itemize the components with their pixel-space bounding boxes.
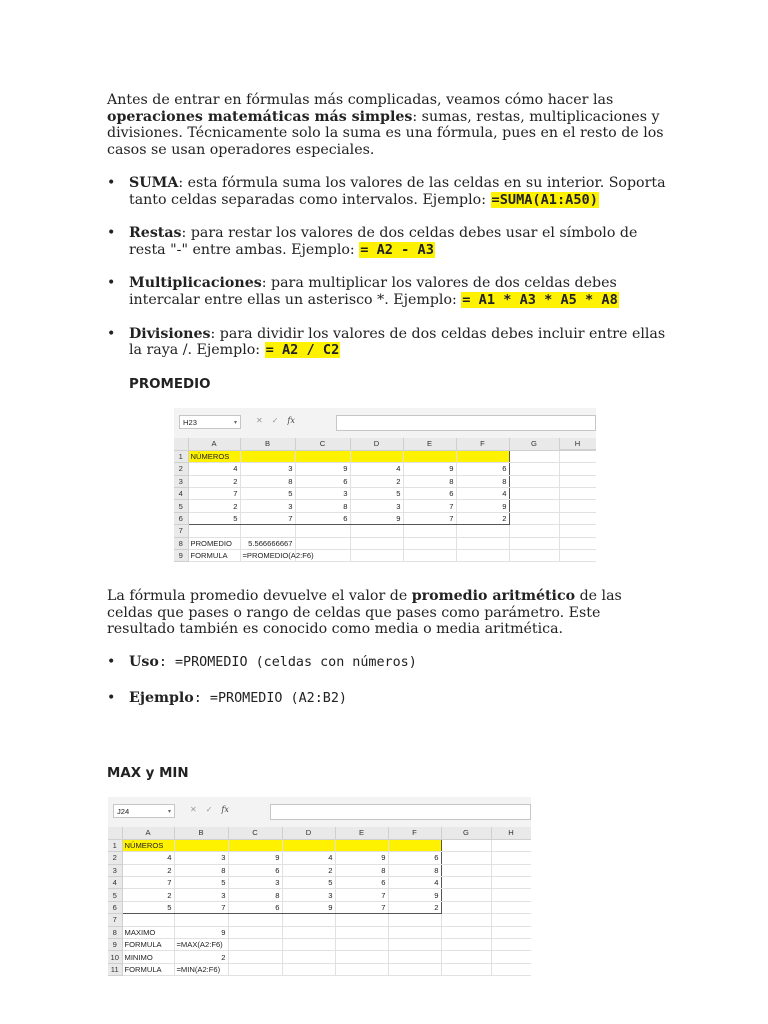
row-header[interactable]: 10	[108, 951, 122, 963]
cell[interactable]: MINIMO	[122, 951, 174, 963]
chevron-down-icon: ▾	[167, 809, 171, 815]
cell[interactable]	[559, 463, 596, 475]
cell[interactable]	[509, 450, 559, 462]
column-header-row	[174, 438, 596, 450]
cell[interactable]: =MIN(A2:F6)	[174, 963, 228, 975]
cell[interactable]	[559, 450, 596, 462]
cell[interactable]	[403, 450, 456, 462]
cell[interactable]	[403, 550, 456, 562]
cell[interactable]	[122, 914, 174, 926]
cell[interactable]: 9	[282, 901, 335, 913]
select-all-corner[interactable]	[108, 827, 122, 839]
cell[interactable]	[441, 889, 491, 901]
cell[interactable]: 8	[456, 475, 509, 487]
cell[interactable]	[282, 839, 335, 851]
cell[interactable]	[335, 963, 388, 975]
cell[interactable]: 3	[240, 463, 295, 475]
cell[interactable]: 5	[240, 488, 295, 500]
cell[interactable]	[456, 550, 509, 562]
column-header-c[interactable]: C	[295, 438, 350, 450]
row-header[interactable]: 9	[108, 939, 122, 951]
cell[interactable]	[559, 537, 596, 549]
cancel-icon[interactable]: ✕	[190, 805, 206, 814]
cell[interactable]	[441, 939, 491, 951]
cell[interactable]	[491, 877, 531, 889]
cell[interactable]	[335, 951, 388, 963]
cell[interactable]: 4	[456, 488, 509, 500]
cell[interactable]	[509, 550, 559, 562]
sheet-row	[108, 963, 531, 975]
cell[interactable]: 3	[295, 488, 350, 500]
sheet-row	[174, 463, 596, 475]
list-item-multiplicaciones	[107, 275, 667, 308]
cell[interactable]: 8	[335, 864, 388, 876]
uso-label: Uso	[129, 654, 159, 670]
cell[interactable]	[403, 525, 456, 537]
cell[interactable]	[228, 914, 282, 926]
cell[interactable]	[350, 537, 403, 549]
list-item-divisiones	[107, 326, 667, 359]
cell[interactable]: 2	[388, 901, 441, 913]
cell[interactable]	[491, 889, 531, 901]
sheet-row	[108, 951, 531, 963]
column-header-h[interactable]: H	[559, 438, 596, 450]
row-header[interactable]: 2	[174, 463, 188, 475]
formula-input[interactable]	[270, 804, 531, 820]
operations-list	[107, 175, 667, 359]
sheet-row	[108, 839, 531, 851]
ejemplo-value: : =PROMEDIO (A2:B2)	[193, 690, 347, 706]
maxmin-spreadsheet	[108, 797, 531, 991]
promedio-text-1: La fórmula promedio devuelve el valor de	[107, 588, 412, 604]
cell[interactable]: 9	[295, 463, 350, 475]
fx-icon[interactable]: fx	[221, 805, 229, 814]
cell[interactable]	[350, 550, 403, 562]
cell[interactable]: 9	[228, 852, 282, 864]
desc: : para dividir los valores de dos celdas debes incluir entre ellas la raya /. Ejemplo:	[129, 325, 666, 359]
row-header[interactable]: 6	[108, 901, 122, 913]
cell[interactable]: 2	[282, 864, 335, 876]
sheet-grid	[108, 827, 531, 976]
cell[interactable]: 2	[350, 475, 403, 487]
formula-input[interactable]	[336, 415, 596, 431]
term: Divisiones	[129, 325, 211, 342]
cell[interactable]: FORMULA	[188, 550, 240, 562]
cell[interactable]: 6	[388, 852, 441, 864]
promedio-text-2: de las celdas que pases o rango de celdas que pases como parámetro. Este resultado también es conocido como media o media aritmética.	[107, 588, 622, 638]
cell[interactable]	[295, 525, 350, 537]
column-header-a[interactable]: A	[122, 827, 174, 839]
cell[interactable]	[240, 450, 295, 462]
code-example: = A2 / C2	[265, 342, 340, 359]
cell[interactable]	[228, 839, 282, 851]
cell[interactable]: 7	[335, 889, 388, 901]
column-header-f[interactable]: F	[388, 827, 441, 839]
cell[interactable]: 7	[174, 901, 228, 913]
cell[interactable]: 2	[188, 500, 240, 512]
cell[interactable]: 2	[174, 951, 228, 963]
cell[interactable]: 7	[403, 512, 456, 524]
cell[interactable]: 6	[228, 901, 282, 913]
row-header[interactable]: 1	[174, 450, 188, 462]
cell[interactable]: 7	[335, 901, 388, 913]
cell[interactable]	[509, 500, 559, 512]
cell[interactable]	[509, 512, 559, 524]
cell[interactable]	[456, 525, 509, 537]
desc: : esta fórmula suma los valores de las celdas en su interior. Soporta tanto celdas separadas como intervalos. Ejemplo:	[129, 175, 666, 208]
list-item-uso	[107, 654, 667, 672]
cell[interactable]	[441, 951, 491, 963]
cell[interactable]	[295, 450, 350, 462]
column-header-h[interactable]: H	[491, 827, 531, 839]
cell[interactable]: 5	[174, 877, 228, 889]
formula-buttons	[256, 416, 295, 430]
sheet-row	[174, 450, 596, 462]
sheet-row	[108, 914, 531, 926]
cell[interactable]: 3	[174, 852, 228, 864]
cell[interactable]	[456, 450, 509, 462]
cell[interactable]: 9	[174, 926, 228, 938]
list-item-suma	[107, 175, 667, 208]
cell[interactable]	[388, 963, 441, 975]
cell[interactable]	[388, 939, 441, 951]
cell[interactable]: 5	[122, 901, 174, 913]
cell[interactable]: 8	[240, 475, 295, 487]
sheet-grid	[174, 438, 596, 562]
maxmin-heading: MAX y MIN	[107, 766, 189, 781]
term: Restas	[129, 225, 182, 242]
cell[interactable]: 6	[456, 463, 509, 475]
cell[interactable]	[388, 839, 441, 851]
cell[interactable]: 8	[228, 889, 282, 901]
sheet-row	[174, 488, 596, 500]
cell[interactable]	[509, 525, 559, 537]
cell[interactable]: 3	[240, 500, 295, 512]
cell[interactable]: =MAX(A2:F6)	[174, 939, 228, 951]
cell[interactable]: 6	[295, 512, 350, 524]
sheet-row	[174, 475, 596, 487]
cell[interactable]	[240, 525, 295, 537]
cell[interactable]: 9	[456, 500, 509, 512]
select-all-corner[interactable]	[174, 438, 188, 450]
cell[interactable]	[509, 463, 559, 475]
row-header[interactable]: 7	[174, 525, 188, 537]
sheet-row	[174, 512, 596, 524]
cell[interactable]: 7	[240, 512, 295, 524]
row-header[interactable]: 3	[174, 475, 188, 487]
cell[interactable]: 4	[282, 852, 335, 864]
cell[interactable]	[559, 512, 596, 524]
cell[interactable]	[388, 951, 441, 963]
cell[interactable]: 2	[188, 475, 240, 487]
sheet-row	[108, 926, 531, 938]
cell[interactable]: 9	[403, 463, 456, 475]
cell[interactable]: 6	[295, 475, 350, 487]
name-box[interactable]	[179, 415, 241, 429]
row-header[interactable]: 5	[174, 500, 188, 512]
sheet-row	[108, 877, 531, 889]
cell[interactable]	[491, 963, 531, 975]
column-header-c[interactable]: C	[228, 827, 282, 839]
desc: : para multiplicar los valores de dos celdas debes intercalar entre ellas un asterisco *. Ejemplo:	[129, 275, 617, 308]
row-header[interactable]: 8	[174, 537, 188, 549]
list-item-restas	[107, 225, 667, 258]
cell[interactable]	[228, 951, 282, 963]
cell[interactable]	[228, 963, 282, 975]
list-item-ejemplo	[107, 690, 667, 708]
term: Multiplicaciones	[129, 275, 262, 292]
cell[interactable]	[441, 877, 491, 889]
cell[interactable]	[559, 488, 596, 500]
cell[interactable]	[509, 488, 559, 500]
cell[interactable]: 5	[282, 877, 335, 889]
uso-value: : =PROMEDIO (celdas con números)	[158, 655, 417, 670]
cell[interactable]: PROMEDIO	[188, 537, 240, 549]
row-header[interactable]: 7	[108, 914, 122, 926]
cell[interactable]: 3	[350, 500, 403, 512]
cell[interactable]	[228, 926, 282, 938]
cell[interactable]	[509, 475, 559, 487]
sheet-row	[174, 537, 596, 549]
cell[interactable]	[282, 926, 335, 938]
cell[interactable]	[441, 926, 491, 938]
cell[interactable]: 7	[403, 500, 456, 512]
cell[interactable]: FORMULA	[122, 939, 174, 951]
cell[interactable]: 3	[174, 889, 228, 901]
confirm-icon[interactable]: ✓	[271, 416, 288, 425]
sheet-row	[108, 864, 531, 876]
code-example: =SUMA(A1:A50)	[491, 191, 598, 208]
cell[interactable]	[491, 901, 531, 913]
cell[interactable]: 7	[188, 488, 240, 500]
name-box-value: H23	[183, 418, 197, 427]
promedio-usage-list	[107, 654, 667, 707]
cell[interactable]	[335, 939, 388, 951]
cell[interactable]: 5.566666667	[240, 537, 295, 549]
column-header-e[interactable]: E	[335, 827, 388, 839]
cell[interactable]: 3	[282, 889, 335, 901]
row-header[interactable]: 1	[108, 839, 122, 851]
cell[interactable]: 7	[122, 877, 174, 889]
name-box[interactable]	[113, 804, 175, 818]
cell[interactable]	[228, 939, 282, 951]
column-header-d[interactable]: D	[282, 827, 335, 839]
chevron-down-icon: ▾	[233, 420, 237, 426]
column-header-e[interactable]: E	[403, 438, 456, 450]
cell[interactable]: MAXIMO	[122, 926, 174, 938]
cell[interactable]: 6	[403, 488, 456, 500]
intro-text-2: : sumas, restas, multiplicaciones y divisiones. Técnicamente solo la suma es una fórmula, pues en el resto de los casos se usan operadores especiales.	[107, 108, 664, 158]
cell[interactable]: 5	[188, 512, 240, 524]
cell[interactable]	[441, 963, 491, 975]
sheet-row	[108, 901, 531, 913]
cell[interactable]: 8	[174, 864, 228, 876]
cell[interactable]	[559, 475, 596, 487]
cell[interactable]: 4	[122, 852, 174, 864]
formula-bar	[108, 797, 531, 828]
sheet-row	[108, 939, 531, 951]
intro-bold: operaciones matemáticas más simples	[107, 108, 413, 125]
cell[interactable]	[559, 550, 596, 562]
cell[interactable]	[188, 525, 240, 537]
cell[interactable]: =PROMEDIO(A2:F6)	[240, 550, 295, 562]
cell[interactable]	[335, 926, 388, 938]
cell[interactable]: 8	[388, 864, 441, 876]
cell[interactable]	[174, 914, 228, 926]
ejemplo-label: Ejemplo	[129, 689, 194, 706]
cell[interactable]: 9	[388, 889, 441, 901]
formula-bar	[174, 408, 596, 439]
cell[interactable]: 6	[335, 877, 388, 889]
cell[interactable]: NÚMEROS	[188, 450, 240, 462]
cell[interactable]	[174, 839, 228, 851]
term: SUMA	[129, 175, 179, 191]
row-header[interactable]: 8	[108, 926, 122, 938]
cell[interactable]	[509, 537, 559, 549]
confirm-icon[interactable]: ✓	[205, 805, 222, 814]
sheet-row	[174, 500, 596, 512]
column-header-f[interactable]: F	[456, 438, 509, 450]
cell[interactable]	[282, 939, 335, 951]
column-header-g[interactable]: G	[441, 827, 491, 839]
cell[interactable]	[491, 852, 531, 864]
fx-icon[interactable]: fx	[287, 416, 295, 425]
cell[interactable]	[456, 537, 509, 549]
promedio-heading: PROMEDIO	[129, 377, 211, 392]
column-header-g[interactable]: G	[509, 438, 559, 450]
cell[interactable]: 8	[403, 475, 456, 487]
cell[interactable]	[282, 914, 335, 926]
column-header-d[interactable]: D	[350, 438, 403, 450]
cell[interactable]	[491, 864, 531, 876]
cell[interactable]: 2	[122, 864, 174, 876]
code-example: = A1 * A3 * A5 * A8	[462, 291, 618, 308]
cell[interactable]	[441, 852, 491, 864]
cell[interactable]	[441, 914, 491, 926]
cell[interactable]	[491, 939, 531, 951]
cell[interactable]	[559, 500, 596, 512]
cell[interactable]: 6	[228, 864, 282, 876]
promedio-spreadsheet	[174, 408, 596, 580]
cell[interactable]	[441, 839, 491, 851]
row-header[interactable]: 6	[174, 512, 188, 524]
formula-buttons	[190, 805, 229, 819]
cell[interactable]: 9	[335, 852, 388, 864]
column-header-a[interactable]: A	[188, 438, 240, 450]
sheet-row	[108, 889, 531, 901]
code-example: = A2 - A3	[360, 241, 434, 258]
promedio-paragraph	[107, 588, 667, 638]
cell[interactable]	[295, 537, 350, 549]
cell[interactable]	[350, 525, 403, 537]
cell[interactable]: 2	[456, 512, 509, 524]
cell[interactable]: 8	[295, 500, 350, 512]
column-header-row	[108, 827, 531, 839]
cell[interactable]: 4	[388, 877, 441, 889]
cell[interactable]	[335, 839, 388, 851]
cell[interactable]	[441, 901, 491, 913]
cell[interactable]	[491, 951, 531, 963]
cell[interactable]: FORMULA	[122, 963, 174, 975]
row-header[interactable]: 3	[108, 864, 122, 876]
intro-text-1: Antes de entrar en fórmulas más complicadas, veamos cómo hacer las	[107, 92, 614, 108]
row-header[interactable]: 4	[174, 488, 188, 500]
sheet-row	[108, 852, 531, 864]
row-header[interactable]: 9	[174, 550, 188, 562]
cell[interactable]	[491, 914, 531, 926]
name-box-value: J24	[117, 807, 130, 816]
cancel-icon[interactable]: ✕	[256, 416, 272, 425]
cell[interactable]	[335, 914, 388, 926]
promedio-bold: promedio aritmético	[411, 588, 576, 604]
cell[interactable]	[282, 963, 335, 975]
sheet-row	[174, 525, 596, 537]
cell[interactable]: 2	[122, 889, 174, 901]
cell[interactable]: 5	[350, 488, 403, 500]
cell[interactable]: NÚMEROS	[122, 839, 174, 851]
cell[interactable]: 3	[228, 877, 282, 889]
sheet-row	[174, 550, 596, 562]
row-header[interactable]: 2	[108, 852, 122, 864]
cell[interactable]	[350, 450, 403, 462]
cell[interactable]	[403, 537, 456, 549]
row-header[interactable]: 4	[108, 877, 122, 889]
cell[interactable]	[282, 951, 335, 963]
cell[interactable]	[388, 914, 441, 926]
row-header[interactable]: 11	[108, 963, 122, 975]
desc: : para restar los valores de dos celdas debes usar el símbolo de resta "-" entre ambas. Ejemplo:	[129, 225, 638, 258]
cell[interactable]	[491, 839, 531, 851]
column-header-b[interactable]: B	[174, 827, 228, 839]
cell[interactable]: 9	[350, 512, 403, 524]
intro-paragraph	[107, 92, 667, 158]
cell[interactable]	[441, 864, 491, 876]
row-header[interactable]: 5	[108, 889, 122, 901]
cell[interactable]: 4	[188, 463, 240, 475]
column-header-b[interactable]: B	[240, 438, 295, 450]
cell[interactable]	[491, 926, 531, 938]
cell[interactable]	[559, 525, 596, 537]
cell[interactable]	[388, 926, 441, 938]
cell[interactable]: 4	[350, 463, 403, 475]
